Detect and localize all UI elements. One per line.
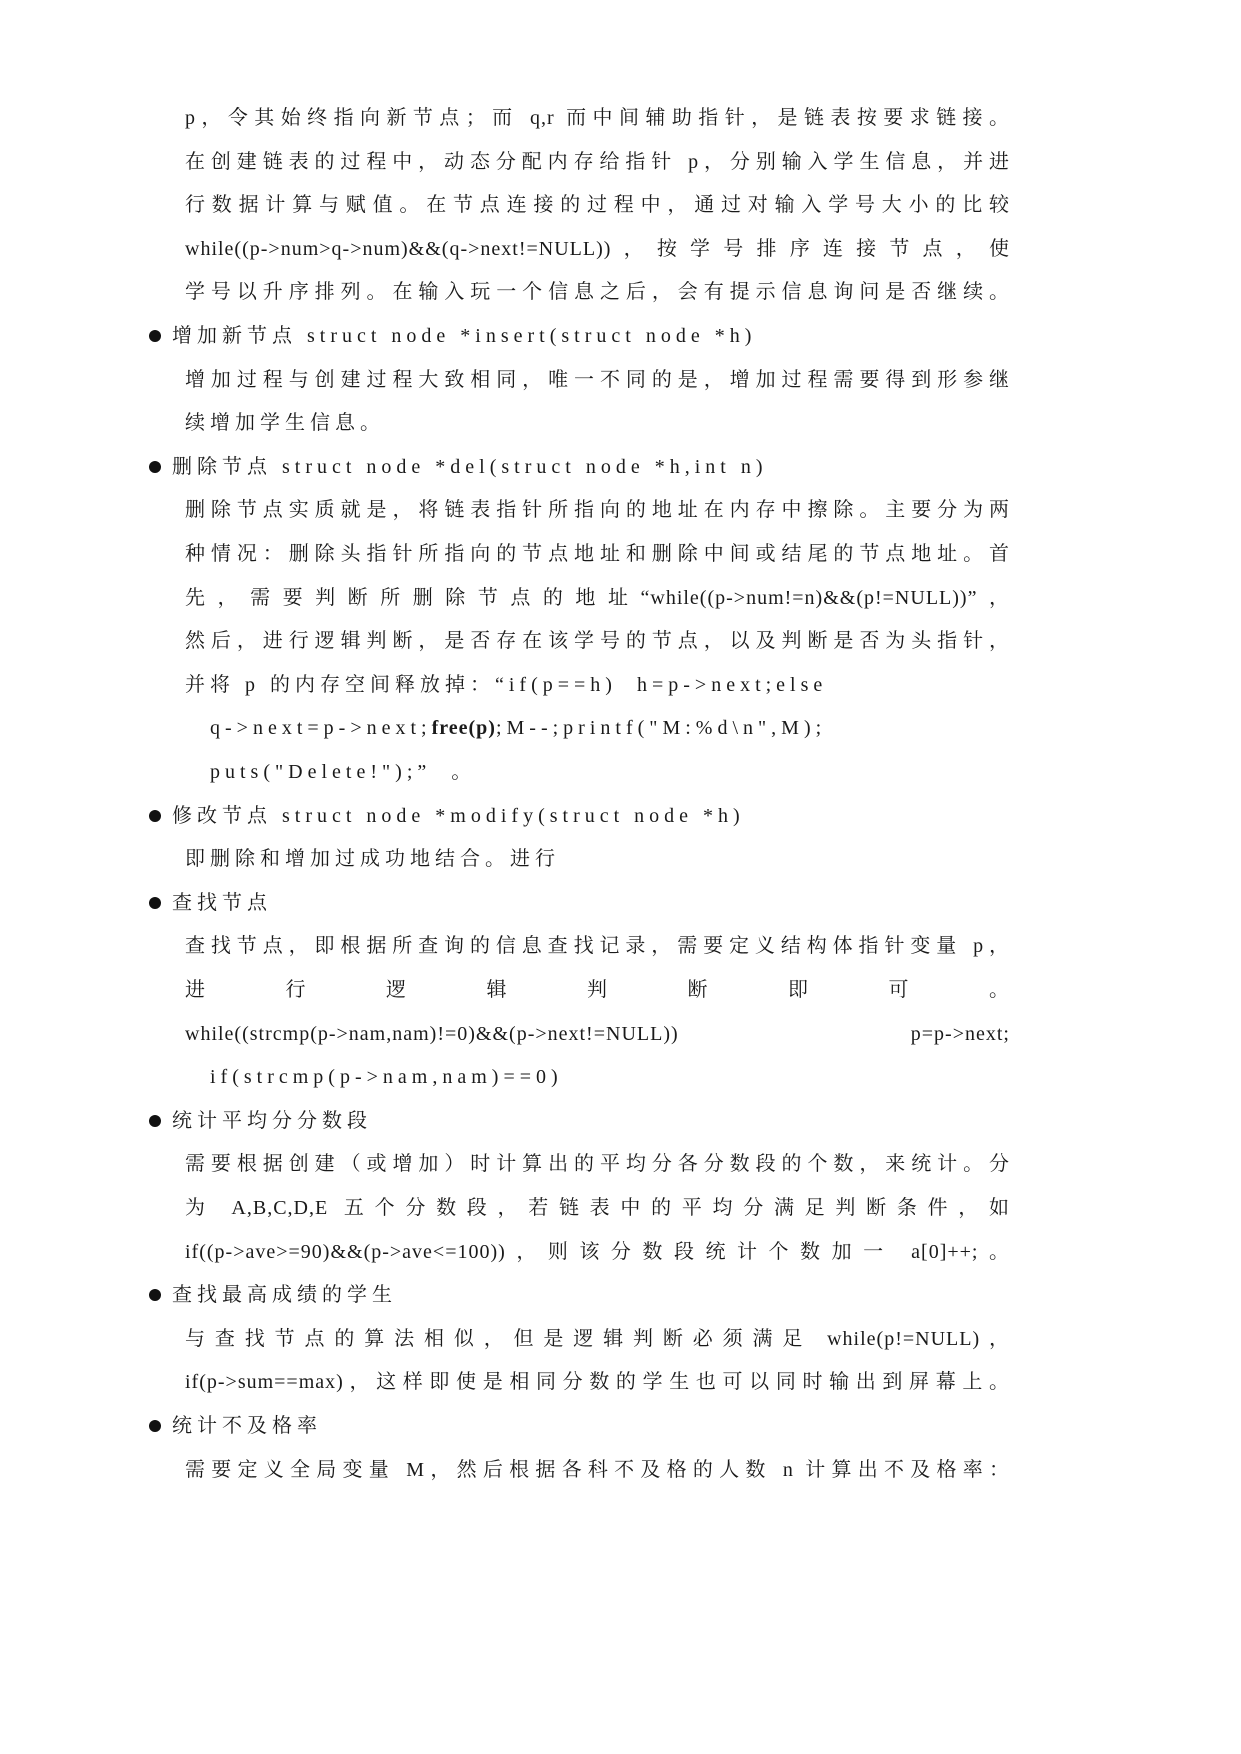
body-text-line: 先，需要判断所删除节点的地址“while((p->num!=n)&&(p!=NULL))”， bbox=[185, 587, 1010, 609]
bullet-icon bbox=[149, 897, 161, 909]
body-text-line: 然后，进行逻辑判断，是否存在该学号的节点，以及判断是否为头指针， bbox=[185, 630, 1010, 652]
bullet-icon bbox=[149, 330, 161, 342]
code-line: if(strcmp(p->nam,nam)==0) bbox=[210, 1066, 563, 1088]
body-text-line: 续增加学生信息。 bbox=[185, 412, 385, 434]
code-line: while((strcmp(p->nam,nam)!=0)&&(p->next!=NULL)) p=p->next; bbox=[185, 1023, 1010, 1045]
section-heading-top-scorer: 查找最高成绩的学生 bbox=[172, 1284, 397, 1306]
code-text-bold: free(p) bbox=[431, 717, 496, 739]
section-heading-search: 查找节点 bbox=[172, 892, 272, 914]
body-text-line: 种情况：删除头指针所指向的节点地址和删除中间或结尾的节点地址。首 bbox=[185, 543, 1010, 565]
body-text-line: 增加过程与创建过程大致相同，唯一不同的是，增加过程需要得到形参继 bbox=[185, 369, 1010, 391]
code-text: ;M--;printf("M:%d\n",M); bbox=[495, 717, 827, 739]
section-heading-insert: 增加新节点 struct node *insert(struct node *h) bbox=[172, 325, 757, 347]
bullet-icon bbox=[149, 1289, 161, 1301]
body-text-line: if(p->sum==max)，这样即使是相同分数的学生也可以同时输出到屏幕上。 bbox=[185, 1371, 1010, 1393]
body-text-line: 需要根据创建（或增加）时计算出的平均分各分数段的个数，来统计。分 bbox=[185, 1153, 1010, 1175]
bullet-icon bbox=[149, 810, 161, 822]
body-text-line: 学号以升序排列。在输入玩一个信息之后，会有提示信息询问是否继续。 bbox=[185, 281, 1010, 303]
code-line bbox=[210, 714, 826, 742]
section-heading-fail-rate: 统计不及格率 bbox=[172, 1415, 322, 1437]
body-text-line: 即删除和增加过成功地结合。进行 bbox=[185, 848, 560, 870]
bullet-icon bbox=[149, 1420, 161, 1432]
body-text-line: while((p->num>q->num)&&(q->next!=NULL))，按学号排序连接节点，使 bbox=[185, 238, 1010, 260]
section-heading-delete: 删除节点 struct node *del(struct node *h,int n) bbox=[172, 456, 768, 478]
body-text-line: 删除节点实质就是，将链表指针所指向的地址在内存中擦除。主要分为两 bbox=[185, 499, 1010, 521]
code-text: q->next=p->next; bbox=[210, 717, 432, 739]
body-text-line: p，令其始终指向新节点；而 q,r 而中间辅助指针，是链表按要求链接。 bbox=[185, 107, 1010, 129]
body-text-line: 进行逻辑判断即可。 bbox=[185, 979, 1010, 1001]
body-text-line: if((p->ave>=90)&&(p->ave<=100))，则该分数段统计个数加一 a[0]++;。 bbox=[185, 1241, 1010, 1263]
bullet-icon bbox=[149, 1115, 161, 1127]
body-text-line: 在创建链表的过程中，动态分配内存给指针 p，分别输入学生信息，并进 bbox=[185, 151, 1010, 173]
bullet-icon bbox=[149, 461, 161, 473]
body-text-line: 需要定义全局变量 M，然后根据各科不及格的人数 n 计算出不及格率： bbox=[185, 1459, 1010, 1481]
section-heading-average-bands: 统计平均分分数段 bbox=[172, 1110, 372, 1132]
body-text-line: 与查找节点的算法相似，但是逻辑判断必须满足 while(p!=NULL)， bbox=[185, 1328, 1010, 1350]
body-text-line: 为 A,B,C,D,E 五个分数段，若链表中的平均分满足判断条件，如 bbox=[185, 1197, 1010, 1219]
body-text-line: 并将 p 的内存空间释放掉：“if(p==h) h=p->next;else bbox=[185, 674, 828, 696]
section-heading-modify: 修改节点 struct node *modify(struct node *h) bbox=[172, 805, 745, 827]
body-text-line: 查找节点，即根据所查询的信息查找记录，需要定义结构体指针变量 p， bbox=[185, 935, 1010, 957]
code-line: puts("Delete!");” 。 bbox=[210, 761, 477, 783]
body-text-line: 行数据计算与赋值。在节点连接的过程中，通过对输入学号大小的比较 bbox=[185, 194, 1010, 216]
